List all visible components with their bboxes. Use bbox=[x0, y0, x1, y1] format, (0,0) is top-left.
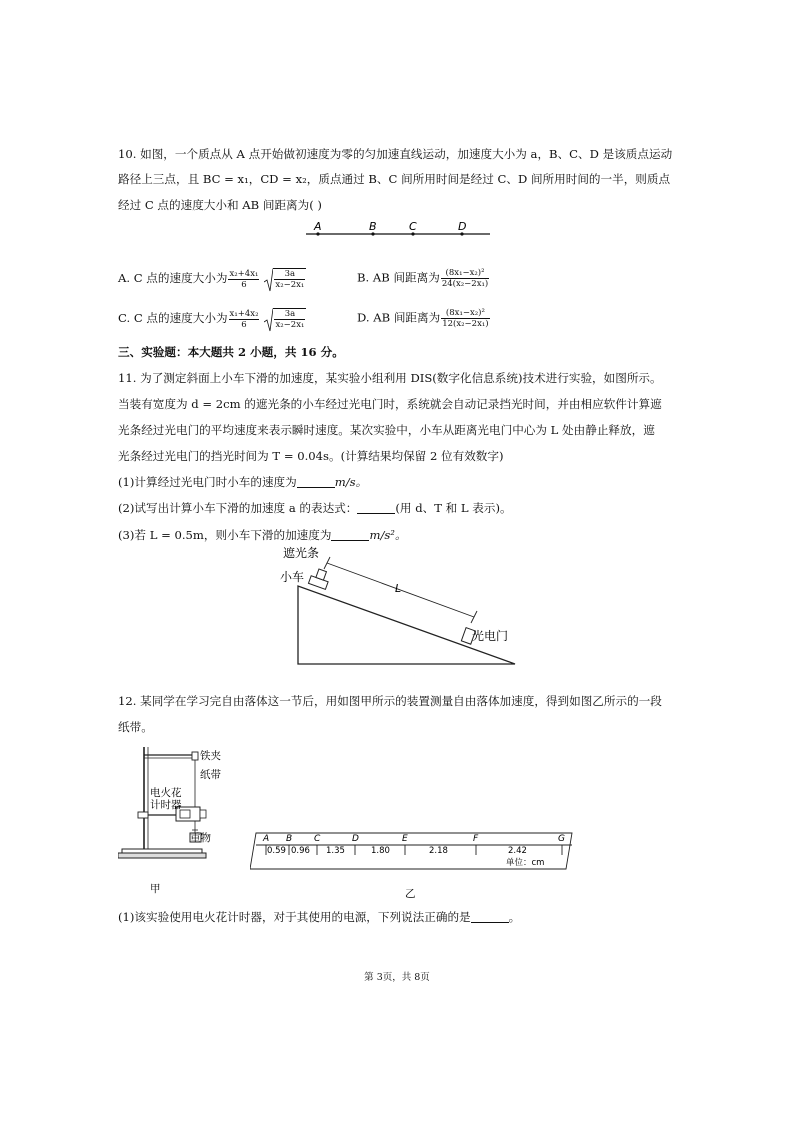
q12-line-1: 12. 某同学在学习完自由落体这一节后，用如图甲所示的装置测量自由落体加速度，得到如图乙所示的一段 bbox=[118, 694, 662, 708]
label-timer-2: 计时器 bbox=[150, 799, 182, 811]
q12-sub-1: (1)该实验使用电火花计时器，对于其使用的电源，下列说法正确的是 。 bbox=[118, 910, 521, 924]
tape-value-cd: 1.35 bbox=[326, 846, 345, 856]
q11-line-3: 光条经过光电门的平均速度来表示瞬时速度。某次实验中，小车从距离光电门中心为 L 处由静止释放，遮 bbox=[118, 423, 655, 437]
q10-option-b[interactable] bbox=[357, 268, 490, 289]
q11-line-1: 11. 为了测定斜面上小车下滑的加速度，某实验小组利用 DIS(数字化信息系统)技术进行实验，如图所示。 bbox=[118, 371, 662, 385]
tape-point-e: E bbox=[402, 834, 408, 844]
q11-sub-1: (1)计算经过光电门时小车的速度为 m/s。 bbox=[118, 475, 368, 489]
option-b-prefix: B. AB 间距离为 bbox=[357, 270, 440, 285]
point-label-c: C bbox=[409, 220, 417, 233]
q11-sub-3: (3)若 L = 0.5m，则小车下滑的加速度为 m/s²。 bbox=[118, 528, 407, 542]
point-label-d: D bbox=[458, 220, 467, 233]
section-heading-experiments: 三、实验题：本大题共 2 小题，共 16 分。 bbox=[118, 345, 344, 359]
tape-point-b: B bbox=[286, 834, 293, 844]
option-a-fraction: $\frac{\text{x₂+4x₁}}{6}$ bbox=[229, 268, 259, 290]
q10-option-c[interactable] bbox=[118, 308, 306, 330]
label-figure-jia: 甲 bbox=[150, 883, 161, 895]
option-d-fraction: $\frac{\text{(8x₁−x₂)²}}{\text{12(x₂−2x₁)}}$ bbox=[442, 308, 489, 329]
tape-value-fg: 2.42 bbox=[508, 846, 527, 856]
tape-value-bc: 0.96 bbox=[291, 846, 310, 856]
incline-diagram bbox=[278, 544, 528, 668]
q10-line-1: 10. 如图，一个质点从 A 点开始做初速度为零的匀加速直线运动，加速度大小为 a，B、C、D 是该质点运动 bbox=[118, 147, 673, 161]
q10-line-3: 经过 C 点的速度大小和 AB 间距离为( ) bbox=[118, 198, 322, 212]
page-footer: 第 3页，共 8页 bbox=[364, 972, 430, 983]
tape-point-g: G bbox=[558, 834, 565, 844]
point-label-b: B bbox=[369, 220, 377, 233]
q12-line-2: 纸带。 bbox=[118, 720, 153, 734]
paper-tape-figure bbox=[250, 825, 580, 900]
label-figure-yi: 乙 bbox=[405, 888, 416, 900]
option-c-prefix: C. C 点的速度大小为 bbox=[118, 311, 228, 325]
answer-blank-1[interactable] bbox=[297, 475, 335, 488]
option-c-fraction: $\frac{\text{x₁+4x₂}}{6}$ bbox=[229, 308, 259, 330]
label-paper-tape: 纸带 bbox=[200, 769, 221, 781]
label-shading-strip: 遮光条 bbox=[283, 546, 320, 560]
option-c-sqrt: $\frac{3a}{\text{x₂−2x₁}}$ bbox=[264, 308, 306, 330]
label-iron-clamp: 铁夹 bbox=[200, 750, 221, 762]
q10-line-2: 路径上三点，且 BC = x₁，CD = x₂，质点通过 B、C 间所用时间是经过 C、D 间所用时间的一半，则质点 bbox=[118, 172, 671, 186]
label-weight: 重物 bbox=[190, 832, 211, 844]
answer-blank-3[interactable] bbox=[331, 528, 369, 541]
q10-option-d[interactable] bbox=[357, 308, 491, 329]
q10-option-a[interactable] bbox=[118, 268, 306, 290]
answer-blank-2[interactable] bbox=[357, 501, 395, 514]
label-photogate: 光电门 bbox=[472, 629, 509, 643]
label-car: 小车 bbox=[280, 570, 305, 584]
option-a-sqrt: $\frac{3a}{\text{x₂−2x₁}}$ bbox=[264, 268, 306, 290]
tape-value-ef: 2.18 bbox=[429, 846, 448, 856]
tape-point-a: A bbox=[263, 834, 270, 844]
point-label-a: A bbox=[314, 220, 322, 233]
free-fall-apparatus bbox=[118, 745, 228, 895]
tape-value-de: 1.80 bbox=[371, 846, 390, 856]
label-timer-1: 电火花 bbox=[150, 787, 182, 799]
answer-blank-4[interactable] bbox=[471, 910, 509, 923]
option-b-fraction: $\frac{\text{(8x₁−x₂)²}}{\text{24(x₂−2x₁)}}$ bbox=[441, 268, 489, 289]
q11-sub-2: (2)试写出计算小车下滑的加速度 a 的表达式： (用 d、T 和 L 表示)。 bbox=[118, 501, 512, 515]
q11-line-4: 光条经过光电门的挡光时间为 T = 0.04s。(计算结果均保留 2 位有效数字) bbox=[118, 449, 504, 463]
option-a-prefix: A. C 点的速度大小为 bbox=[118, 271, 228, 285]
label-length-l: L bbox=[395, 582, 402, 595]
tape-value-ab: 0.59 bbox=[267, 846, 286, 856]
option-d-prefix: D. AB 间距离为 bbox=[357, 310, 441, 325]
tape-point-c: C bbox=[314, 834, 321, 844]
tape-point-d: D bbox=[352, 834, 359, 844]
q11-line-2: 当装有宽度为 d = 2cm 的遮光条的小车经过光电门时，系统就会自动记录挡光时间，并由相应软件计算遮 bbox=[118, 397, 662, 411]
tape-unit: 单位：cm bbox=[506, 858, 545, 868]
q10-line-diagram bbox=[300, 218, 500, 240]
tape-point-f: F bbox=[473, 834, 479, 844]
